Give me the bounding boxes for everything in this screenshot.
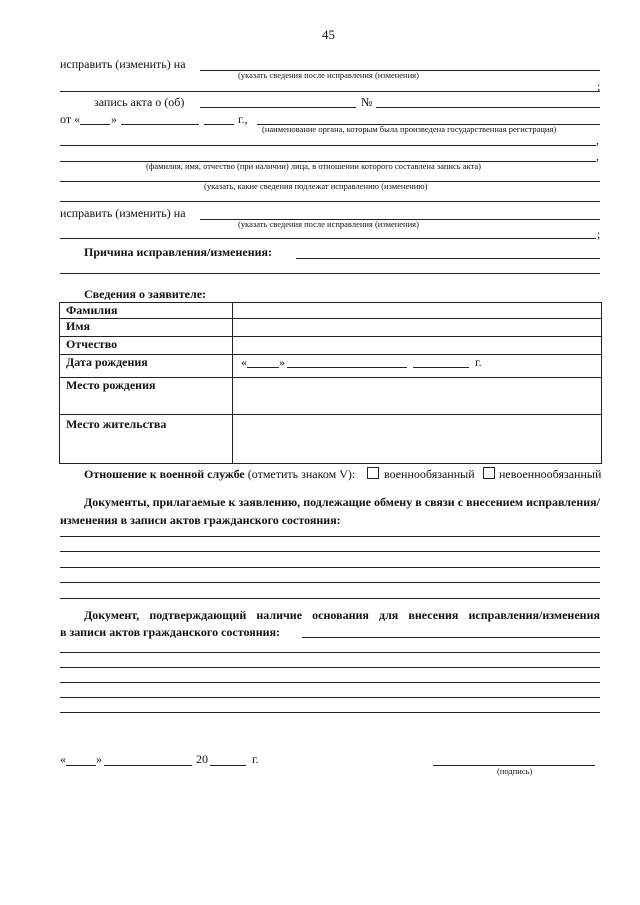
table-row: [60, 303, 602, 319]
footer-date-close: »: [96, 752, 102, 766]
caption-items-to-correct: (указать, какие сведения подлежат исправлению (изменению): [204, 181, 428, 191]
basis-heading-line-2: в записи актов гражданского состояния:: [60, 625, 281, 639]
page-number: 45: [322, 27, 335, 42]
birth-date-year: г.: [475, 355, 482, 369]
record-month-line[interactable]: [121, 124, 199, 125]
semicolon-2: ;: [597, 227, 601, 241]
row-label-birth-date: Дата рождения: [60, 355, 233, 378]
record-year-line[interactable]: [204, 124, 234, 125]
birth-date-field[interactable]: [233, 355, 602, 378]
military-option-1: военнообязанный: [384, 467, 475, 481]
record-label: запись акта о (об): [94, 95, 185, 109]
year-suffix: г.,: [238, 112, 248, 126]
basis-heading-line-1: Документ, подтверждающий наличие основания для внесения исправления/изменения: [84, 608, 600, 622]
row-label-patronymic: Отчество: [60, 337, 233, 355]
documents-line-4[interactable]: [60, 582, 600, 583]
birth-date-close: »: [279, 355, 285, 369]
military-checkbox[interactable]: [367, 467, 379, 479]
caption-person: (фамилия, имя, отчество (при наличии) лица, в отношении которого составлена запись акта): [146, 161, 481, 171]
record-type-line[interactable]: [200, 107, 356, 108]
birth-day-line[interactable]: [247, 367, 279, 368]
comma-1: ,: [596, 133, 599, 147]
correct-to-label-2: исправить (изменить) на: [60, 206, 186, 220]
footer-year-line[interactable]: [210, 765, 246, 766]
basis-line-3[interactable]: [60, 682, 600, 683]
row-label-residence: Место жительства: [60, 415, 233, 464]
correct-to-label: исправить (изменить) на: [60, 57, 186, 71]
authority-line-2[interactable]: [60, 145, 596, 146]
footer-year-prefix: 20: [196, 752, 208, 766]
caption-after-correction-2: (указать сведения после исправления (изменения): [238, 219, 419, 229]
military-label: Отношение к военной службе: [84, 467, 245, 481]
birth-year-line[interactable]: [413, 367, 469, 368]
documents-line-5[interactable]: [60, 598, 600, 599]
caption-authority: (наименование органа, которым была произведена государственная регистрация): [262, 124, 557, 134]
row-label-birthplace: Место рождения: [60, 378, 233, 415]
reason-label: Причина исправления/изменения:: [84, 245, 273, 259]
military-row: [84, 467, 355, 482]
record-day-line[interactable]: [80, 124, 110, 125]
quote-close: »: [111, 112, 117, 126]
record-number-line[interactable]: [376, 107, 600, 108]
applicant-heading: Сведения о заявителе:: [84, 287, 207, 301]
table-row: [60, 378, 602, 415]
name-field[interactable]: [233, 319, 602, 337]
date-prefix: от «: [60, 112, 81, 126]
correct-to-line-4[interactable]: [60, 238, 596, 239]
correct-to-line-2[interactable]: [60, 91, 600, 92]
table-row: [60, 355, 602, 378]
documents-line-1[interactable]: [60, 536, 600, 537]
documents-line-2[interactable]: [60, 551, 600, 552]
semicolon: ;: [597, 79, 601, 93]
reason-line[interactable]: [296, 258, 600, 259]
caption-after-correction: (указать сведения после исправления (изменения): [238, 70, 419, 80]
patronymic-field[interactable]: [233, 337, 602, 355]
documents-line-3[interactable]: [60, 567, 600, 568]
basis-line-0[interactable]: [302, 637, 600, 638]
items-line-2[interactable]: [60, 201, 600, 202]
documents-heading: Документы, прилагаемые к заявлению, подлежащие обмену в связи с внесением исправления/изменения в записи актов гражданского состояния:: [60, 495, 600, 527]
footer-month-line[interactable]: [104, 765, 192, 766]
basis-line-5[interactable]: [60, 712, 600, 713]
birth-date-open: «: [241, 355, 247, 369]
footer-day-line[interactable]: [66, 765, 96, 766]
reason-line-2[interactable]: [60, 273, 600, 274]
applicant-table: [59, 302, 602, 464]
basis-line-2[interactable]: [60, 667, 600, 668]
basis-line-4[interactable]: [60, 697, 600, 698]
military-option-2: невоеннообязанный: [499, 467, 602, 481]
birth-month-line[interactable]: [287, 367, 407, 368]
comma-2: ,: [596, 149, 599, 163]
table-row: [60, 319, 602, 337]
surname-field[interactable]: [233, 303, 602, 319]
military-hint: (отметить знаком V):: [247, 467, 356, 481]
table-row: [60, 415, 602, 464]
footer-year-suffix: г.: [252, 752, 259, 766]
footer-date-open: «: [60, 752, 66, 766]
residence-field[interactable]: [233, 415, 602, 464]
birthplace-field[interactable]: [233, 378, 602, 415]
number-sign: №: [361, 95, 373, 109]
table-row: [60, 337, 602, 355]
non-military-checkbox[interactable]: [483, 467, 495, 479]
row-label-surname: Фамилия: [60, 303, 233, 319]
basis-line-1[interactable]: [60, 652, 600, 653]
signature-caption: (подпись): [497, 766, 533, 776]
row-label-name: Имя: [60, 319, 233, 337]
